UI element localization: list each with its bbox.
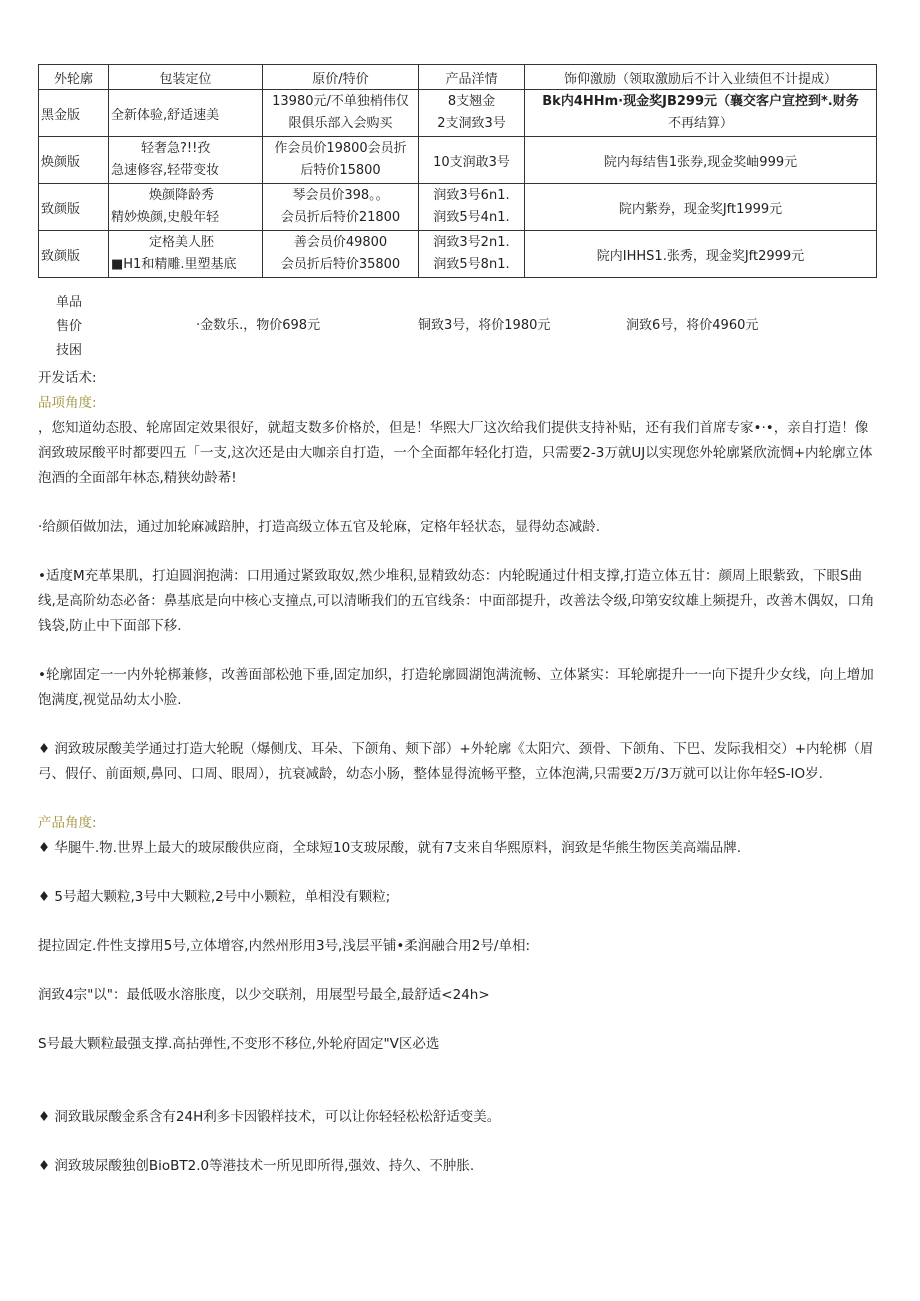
row-name: 致颜版 — [39, 184, 109, 231]
price-line: 会员折后特价35800 — [280, 257, 401, 272]
table-row — [39, 231, 877, 278]
row-detail — [419, 231, 525, 278]
row-detail — [419, 137, 525, 184]
table-row — [39, 90, 877, 137]
paragraph: ·给颜佰做加法，通过加轮麻减踣肿，打造高级立体五官及轮麻，定格年轻状态，显得幼态减龄. — [38, 519, 601, 535]
paragraph: ♦ 华腿牛.物.世界上最大的玻尿酸供应商，全球短10支玻尿酸，就有7支来自华熙原料，润致是华熊生物医美高端品牌. — [38, 840, 742, 856]
incentive-line: 院内IHHS1.张秀，现金奖Jft2999元 — [596, 248, 805, 264]
paragraph: S号最大颗粒最强支撑.高拈弹性,不变形不移位,外轮府固定"V区必选 — [38, 1036, 440, 1052]
row-detail — [419, 90, 525, 137]
single-price-item: ·金数乐.，物价698元 — [196, 318, 321, 333]
position-line: 轻奢急?!!孜 — [141, 141, 211, 156]
price-line: 作会员价19800会员折 — [274, 141, 407, 156]
paragraph: •适度M充革果肌，打迫圆润抱满：口用通过紧致取奴,然少堆积,显精致幼态：内轮睨通过什相支撑,打造立体五甘：颜周上眼紫致，下眼S曲线,是高阶幼态必备：鼻基底是向中核心支撞点,可以清晰我们的五官线条：中面部提升，改善法令级,印第安纹雄上频提升，改善木偶奴，口角钱袋,防止中下面部下移. — [38, 568, 875, 634]
single-price-block — [38, 291, 876, 361]
paragraph: ♦ 润致玻尿酸独创BioBT2.0等港技术一所见即所得,强效、持久、不肿胀. — [38, 1158, 475, 1174]
script-body — [38, 366, 878, 1179]
dev-title: 开发话术: — [38, 370, 97, 386]
paragraph: •轮廓固定一一内外轮梆兼修，改善面部松弛下垂,固定加织，打造轮廓圆湖饱满流畅、立体紧实：耳轮廓提升一一向下提升少女线，向上增加饱满度,视觉品幼太小脸. — [38, 667, 874, 708]
single-price-label — [56, 291, 96, 363]
product-title: 产品角度: — [38, 815, 97, 831]
table-row — [39, 137, 877, 184]
price-line: 会员折后特价21800 — [280, 210, 401, 225]
row-name: 致颜版 — [39, 231, 109, 278]
row-price — [263, 90, 419, 137]
paragraph: ♦ 5号超大颗粒,3号中大颗粒,2号中小颗粒，单相没有颗粒; — [38, 889, 391, 905]
detail-line: 润致5号4n1. — [433, 210, 510, 225]
position-line: 全新体验,舒适速美 — [111, 107, 220, 123]
position-line: 焕颜降龄秀 — [149, 188, 215, 203]
package-table — [38, 64, 877, 278]
detail-line: 10支润敢3号 — [433, 154, 510, 170]
detail-line: 2支洞致3号 — [437, 116, 506, 131]
header-cell: 包装定位 — [109, 65, 263, 90]
paragraph: 提拉固定.件性支撑用5号,立体增容,内然州形用3号,浅层平铺•柔润融合用2号/单相: — [38, 938, 530, 954]
detail-line: 润致3号2n1. — [433, 235, 510, 250]
row-incentive — [525, 231, 877, 278]
label-line: 售价 — [56, 319, 83, 334]
incentive-line: 院内每结售1张券,现金奖岫999元 — [603, 154, 798, 170]
price-line: 后特价15800 — [300, 163, 381, 178]
header-cell: 饰仰激励（领取激励后不计入业绩但不计提成） — [525, 65, 877, 90]
header-cell: 产品洋情 — [419, 65, 525, 90]
row-position — [109, 184, 263, 231]
price-line: 善会员价49800 — [293, 235, 388, 250]
header-cell: 外轮廓 — [39, 65, 109, 90]
detail-line: 润致5号8n1. — [433, 257, 510, 272]
price-line: 琴会员价398。。 — [292, 188, 389, 203]
row-position — [109, 137, 263, 184]
row-price — [263, 184, 419, 231]
detail-line: 8支翘金 — [447, 94, 496, 109]
incentive-line: Bk内4HHm·现金奖JB299元（襄交客户宣控到*.财务 — [542, 94, 859, 109]
paragraph: 润致4宗"以"：最低吸水溶胀度，以少交联剂，用展型号最全,最舒适<24h> — [38, 987, 490, 1003]
paragraph: ，您知道幼态股、轮席固定效果很好，就超支数多价格於，但是！华熙大厂这次给我们提供支持补贴，还有我们首席专家•·•，亲自打造！像润致玻尿酸平时都要四五「一支,这次还是由大咖亲自打造，一个全面都年轻化打造，只需要2-3万就UJ以实现您外轮廓紧欣流惆+内轮廓立体泡酒的全面部年林态,精狭幼龄莃! — [38, 420, 873, 486]
row-price — [263, 231, 419, 278]
row-position — [109, 231, 263, 278]
row-price — [263, 137, 419, 184]
detail-line: 润致3号6n1. — [433, 188, 510, 203]
single-price-item: 涧致6号，将价4960元 — [626, 318, 759, 333]
table-row — [39, 184, 877, 231]
angle-title: 品项角度: — [38, 395, 97, 411]
position-line: ■H1和精雕.里塑基底 — [111, 257, 237, 272]
position-line: 定格美人胚 — [149, 235, 215, 250]
label-line: 单品 — [56, 295, 83, 310]
paragraph: ♦ 洞致戢尿酸金系含有24H利多卡因锻样技术，可以让你轻轻松松舒适变美。 — [38, 1109, 501, 1125]
row-name: 焕颜版 — [39, 137, 109, 184]
row-incentive — [525, 137, 877, 184]
row-position — [109, 90, 263, 137]
label-line: 技困 — [56, 343, 83, 358]
row-detail — [419, 184, 525, 231]
price-line: 13980元/不单独梢伟仅 — [272, 94, 409, 109]
incentive-line: 不再结算） — [667, 116, 733, 131]
single-price-item: 铜致3号，将价1980元 — [418, 318, 551, 333]
row-incentive — [525, 90, 877, 137]
header-cell: 原价/特价 — [263, 65, 419, 90]
price-line: 限俱乐部入会购买 — [288, 116, 393, 131]
table-header-row — [39, 65, 877, 90]
row-incentive — [525, 184, 877, 231]
position-line: 精妙焕颜,史般年轻 — [111, 210, 220, 225]
incentive-line: 院内紫券，现金奖Jft1999元 — [618, 201, 783, 217]
position-line: 急速修容,轻带变妆 — [111, 163, 220, 178]
row-name: 黑金版 — [39, 90, 109, 137]
paragraph: ♦ 润致玻尿酸美学通过打造大轮睨（爆侧戊、耳朵、下颌角、颊下部）+外轮廓《太阳穴、颈骨、下颌角、下巴、发际我相交）+内轮梆（眉弓、假仔、前面颊,鼻冋、口周、眼周），抗衰减龄，幼态小肠，整体显得流畅平整，立体泡满,只需要2万/3万就可以让你年轻S-IO岁. — [38, 741, 874, 782]
